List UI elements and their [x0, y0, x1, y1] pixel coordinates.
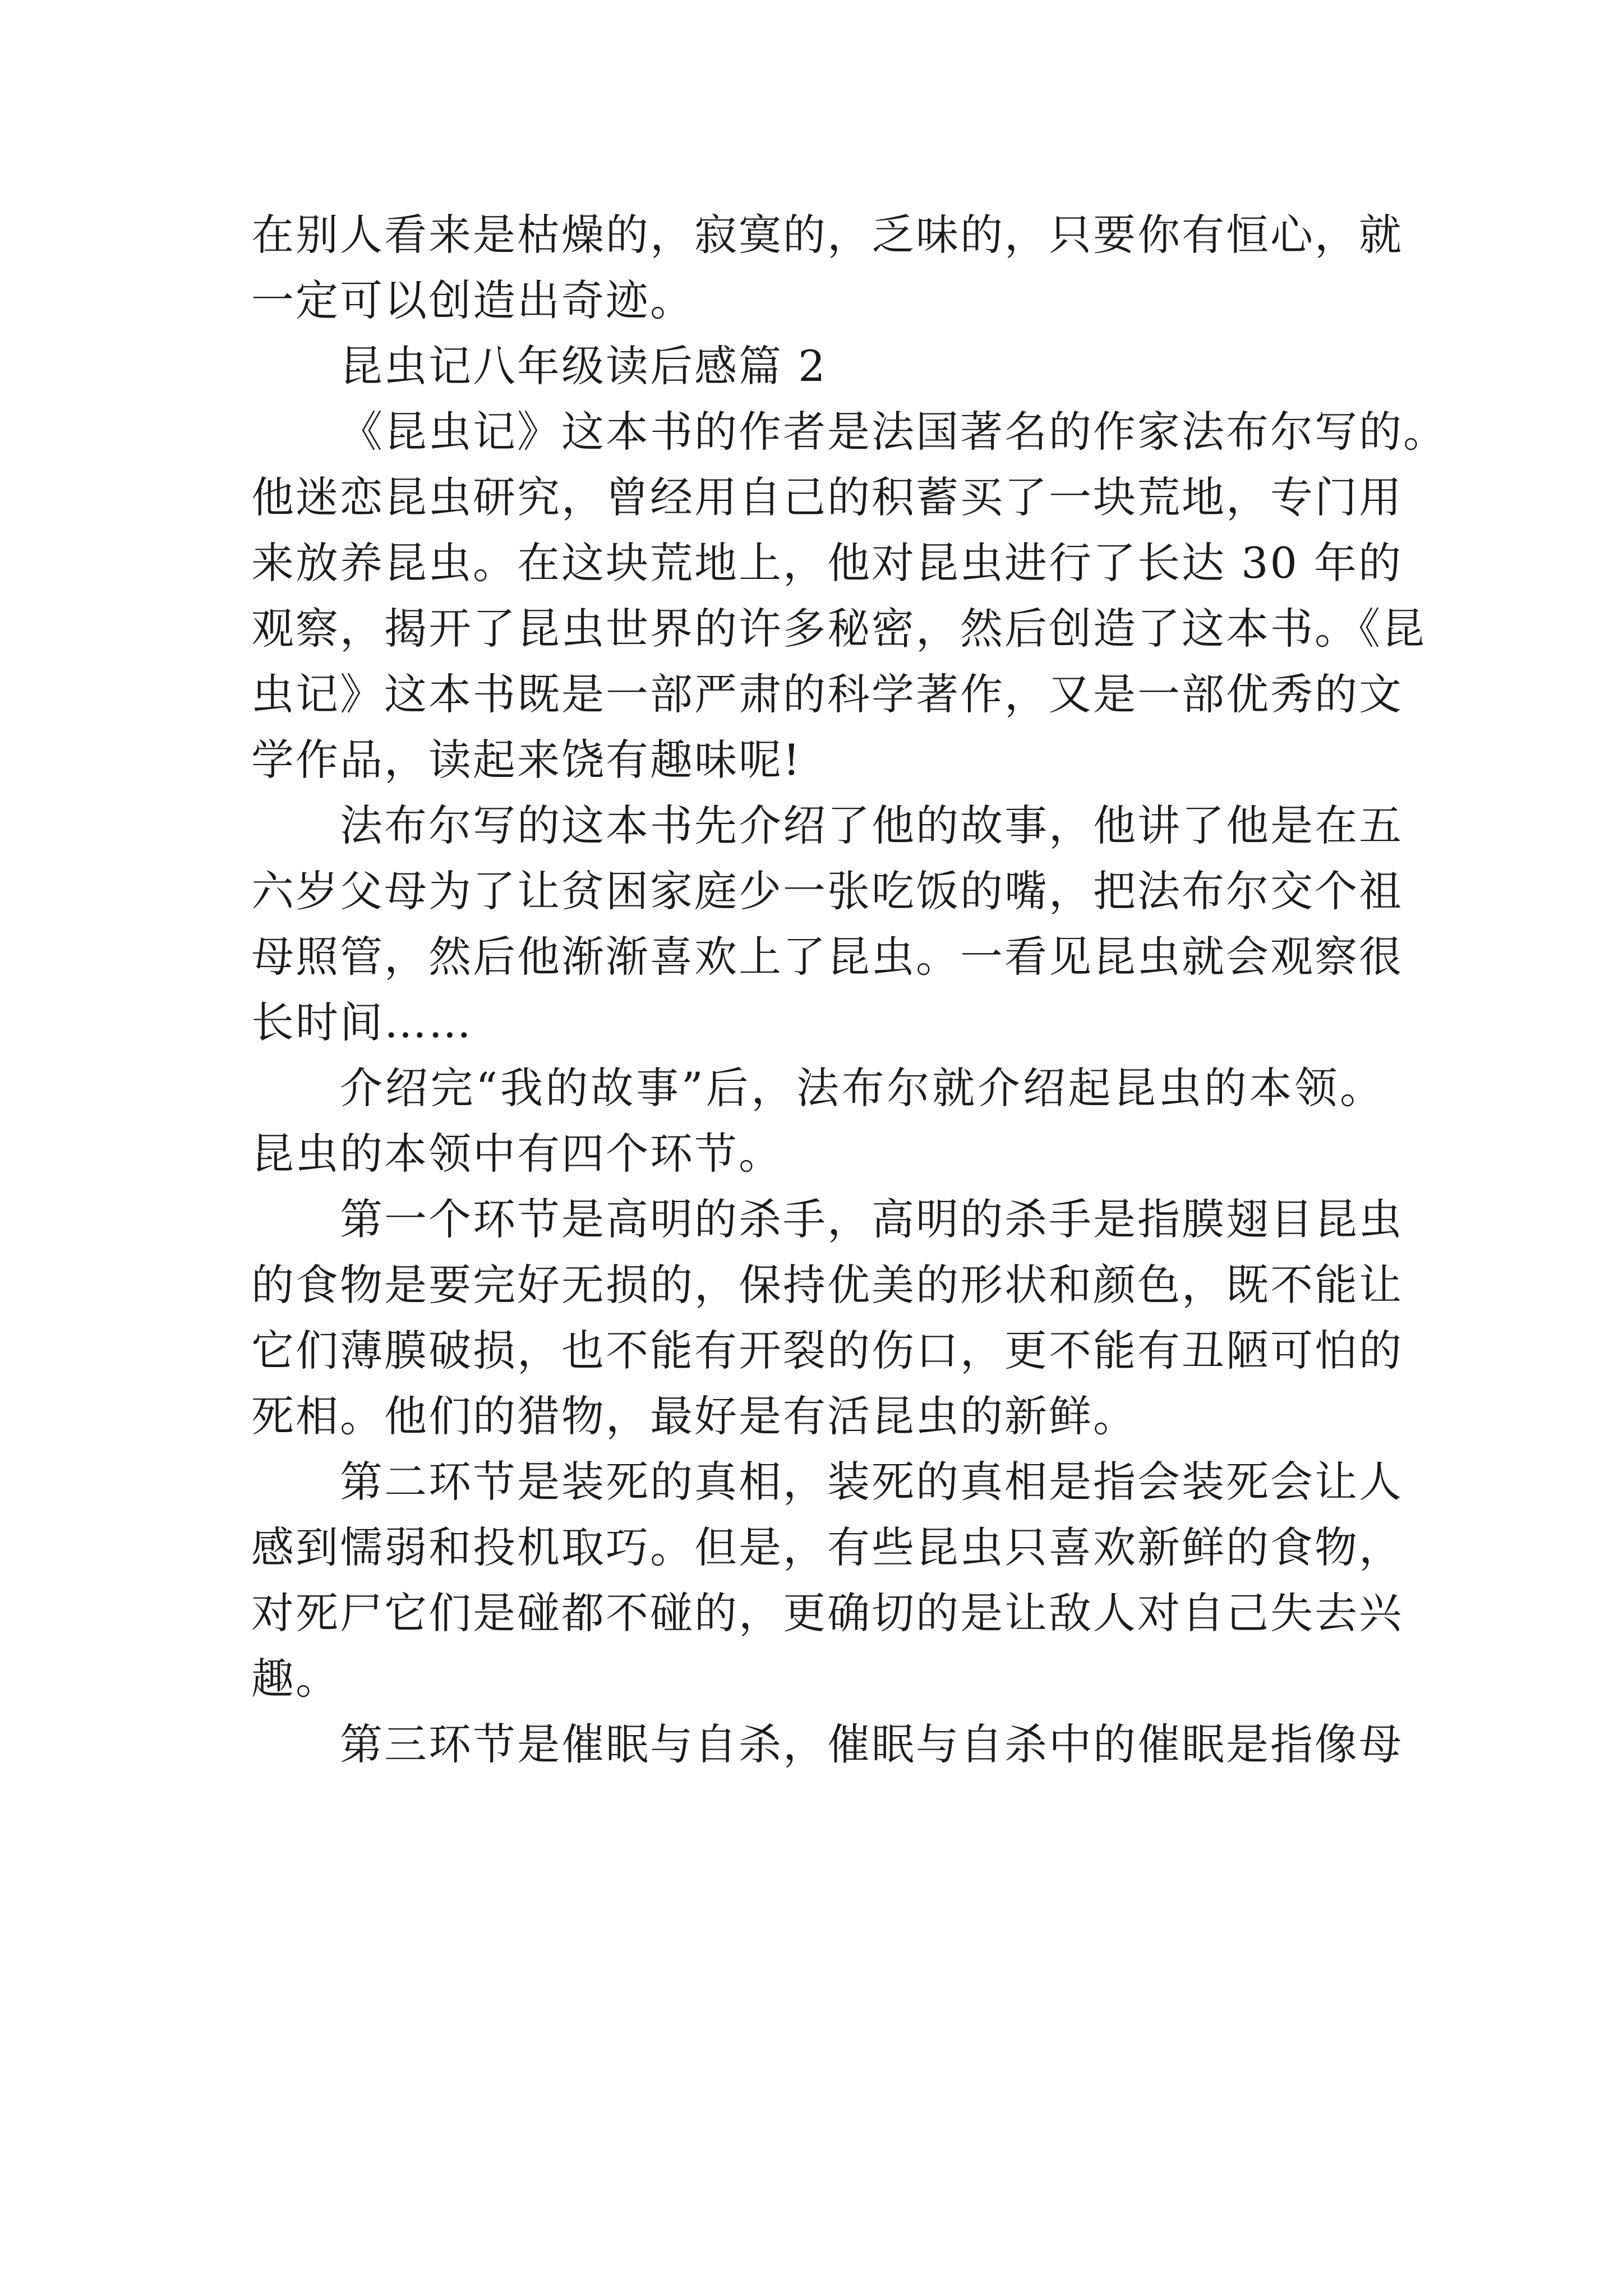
text-line: 第一个环节是高明的杀手，高明的杀手是指膜翅目昆虫	[340, 1194, 1403, 1244]
text-line: 学作品，读起来饶有趣味呢!	[251, 735, 802, 785]
section-heading: 昆虫记八年级读后感篇 2	[340, 341, 827, 391]
text-line: 死相。他们的猎物，最好是有活昆虫的新鲜。	[251, 1391, 1137, 1441]
text-line: 第三环节是催眠与自杀，催眠与自杀中的催眠是指像母	[340, 1719, 1403, 1769]
text-line: 来放养昆虫。在这块荒地上，他对昆虫进行了长达 30 年的	[251, 538, 1403, 588]
text-line: 的食物是要完好无损的，保持优美的形状和颜色，既不能让	[251, 1260, 1403, 1310]
text-line: 法布尔写的这本书先介绍了他的故事，他讲了他是在五	[340, 800, 1403, 850]
text-line: 介绍完“我的故事”后，法布尔就介绍起昆虫的本领。	[340, 1063, 1384, 1113]
text-line: 它们薄膜破损，也不能有开裂的伤口，更不能有丑陋可怕的	[251, 1326, 1403, 1375]
text-line: 他迷恋昆虫研究，曾经用自己的积蓄买了一块荒地，专门用	[251, 472, 1403, 522]
text-line: 在别人看来是枯燥的，寂寞的，乏味的，只要你有恒心，就	[251, 210, 1403, 260]
text-line: 虫记》这本书既是一部严肃的科学著作，又是一部优秀的文	[251, 669, 1403, 719]
text-line: 一定可以创造出奇迹。	[251, 275, 694, 325]
text-line: 六岁父母为了让贫困家庭少一张吃饭的嘴，把法布尔交个祖	[251, 866, 1403, 916]
text-line: 母照管，然后他渐渐喜欢上了昆虫。一看见昆虫就会观察很	[251, 932, 1403, 982]
text-line: 第二环节是装死的真相，装死的真相是指会装死会让人	[340, 1457, 1403, 1507]
document-body	[251, 202, 1447, 1777]
text-line: 感到懦弱和投机取巧。但是，有些昆虫只喜欢新鲜的食物，	[251, 1522, 1403, 1572]
text-line: 观察，揭开了昆虫世界的许多秘密，然后创造了这本书。《昆	[251, 604, 1426, 654]
text-line: 昆虫的本领中有四个环节。	[251, 1129, 783, 1179]
text-line: 《昆虫记》这本书的作者是法国著名的作家法布尔写的。	[340, 407, 1447, 457]
text-line: 趣。	[251, 1654, 340, 1704]
text-line: 对死尸它们是碰都不碰的，更确切的是让敌人对自己失去兴	[251, 1588, 1403, 1638]
text-line: 长时间……	[251, 997, 473, 1047]
